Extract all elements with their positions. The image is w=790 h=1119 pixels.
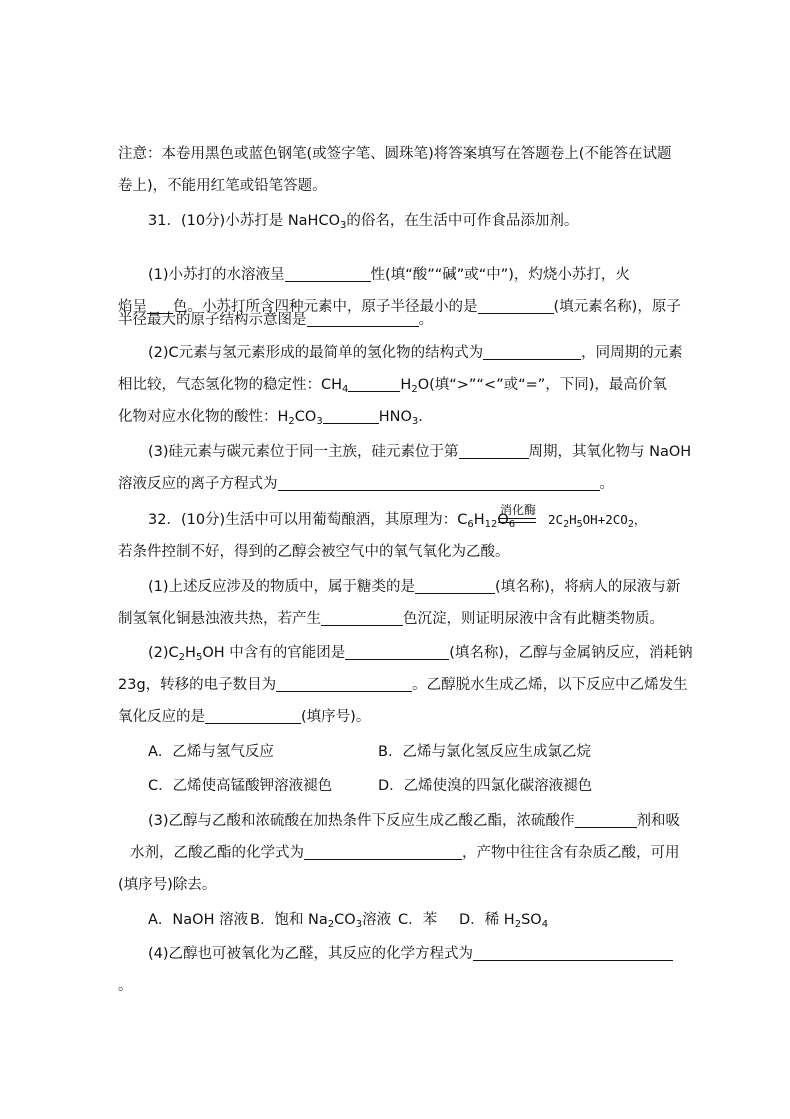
q32-part3-line2: 水剂，乙酸乙酯的化学式为 ，产物中往往含有杂质乙酸，可用 [130, 845, 680, 861]
q31-part2-line1: (2)C元素与氢元素形成的最简单的氢化物的结构式为 ，同周期的元素 [148, 345, 683, 361]
answer-blank[interactable] [348, 375, 400, 392]
answer-blank[interactable] [276, 675, 412, 692]
p3-option-a[interactable]: A．NaOH 溶液 [148, 912, 249, 928]
p3-option-c[interactable]: C．苯 [398, 912, 438, 928]
reaction-products: $2C_2H_5OH+2CO_2$， [548, 512, 647, 530]
q32-part2-line3: 氧化反应的是 (填序号)。 [118, 709, 371, 725]
q31-part2-line3: 化物对应水化物的酸性：$H_2CO_3$ $HNO_3$. [118, 409, 423, 427]
q32-part1-line2: 制氢氧化铜悬浊液共热，若产生 色沉淀，则证明尿液中含有此糖类物质。 [118, 611, 664, 627]
q32-part3-line3: (填序号)除去。 [118, 877, 217, 893]
notice-line-2: 卷上)，不能用红笔或铅笔答题。 [118, 178, 327, 194]
answer-blank[interactable] [285, 265, 371, 282]
answer-blank[interactable] [323, 407, 379, 424]
answer-blank[interactable] [205, 707, 301, 724]
catalyst-label: 消化酶 [500, 503, 537, 517]
answer-blank[interactable] [473, 944, 673, 961]
answer-blank[interactable] [575, 811, 637, 828]
answer-blank[interactable] [415, 577, 495, 594]
answer-blank[interactable] [321, 609, 403, 626]
q31-part1-line3: 半径最大的原子结构示意图是 。 [118, 312, 433, 328]
q32-intro-line2: 若条件控制不好，得到的乙醇会被空气中的氧气氧化为乙酸。 [118, 544, 510, 560]
option-d[interactable]: D．乙烯使溴的四氯化碳溶液褪色 [378, 778, 593, 794]
option-a[interactable]: A．乙烯与氢气反应 [148, 744, 274, 760]
answer-blank[interactable] [304, 843, 462, 860]
option-b[interactable]: B．乙烯与氯化氢反应生成氯乙烷 [378, 744, 591, 760]
p3-option-d[interactable]: D．稀 $H_2SO_4$ [459, 912, 549, 930]
q31-part2-line2: 相比较，气态氢化物的稳定性：$CH_4$ $H_2O$(填“>”“<”或“=”，下同)，最高价氧 [118, 377, 667, 395]
q32-part1-line1: (1)上述反应涉及的物质中，属于糖类的是 (填名称)，将病人的尿液与新 [148, 579, 681, 595]
answer-blank[interactable] [459, 442, 529, 459]
q32-part4-line1: (4)乙醇也可被氧化为乙醛，其反应的化学方程式为 [148, 944, 673, 964]
q32-part2-line1: $(2)C_2H_5OH$ 中含有的官能团是 (填名称)，乙醇与金属钠反应，消耗钠 [148, 645, 693, 663]
q31-part3-line1: (3)硅元素与碳元素位于同一主族，硅元素位于第 周期，其氧化物与 NaOH [148, 444, 692, 460]
q32-part4-line2: 。 [118, 978, 133, 994]
answer-blank[interactable] [483, 343, 581, 360]
answer-blank[interactable] [345, 643, 449, 660]
q31-part1-line2: 焰呈 色。小苏打所含四种元素中，原子半径最小的是 (填元素名称)，原子 [118, 299, 681, 315]
q32-part3-line1: (3)乙醇与乙酸和浓硫酸在加热条件下反应生成乙酸乙酯，浓硫酸作 剂和吸 [148, 813, 681, 829]
q32-part2-line2: 23g，转移的电子数目为 。乙醇脱水生成乙烯，以下反应中乙烯发生 [118, 677, 688, 693]
q31-intro: 31．(10分)小苏打是 NaHCO$_3$的俗名，在生活中可作食品添加剂。 [148, 213, 579, 231]
notice-line-1: 注意：本卷用黑色或蓝色钢笔(或签字笔、圆珠笔)将答案填写在答题卷上(不能答在试题 [118, 146, 672, 162]
p3-option-b[interactable]: B．饱和 $Na_2CO_3$溶液 [250, 912, 392, 930]
q31-part1-line1: (1)小苏打的水溶液呈 性(填“酸”“碱”或“中”)，灼烧小苏打，火 [148, 267, 630, 283]
answer-blank[interactable] [307, 310, 419, 327]
answer-blank[interactable] [478, 297, 554, 314]
q32-intro: 32．(10分)生活中可以用葡萄酿酒，其原理为：$C_6H_{12}O_6$ [148, 512, 516, 530]
q31-part3-line2: 溶液反应的离子方程式为 。 [118, 476, 614, 492]
reaction-arrow [498, 501, 536, 537]
option-c[interactable]: C．乙烯使高锰酸钾溶液褪色 [148, 778, 333, 794]
answer-blank[interactable] [278, 474, 600, 491]
